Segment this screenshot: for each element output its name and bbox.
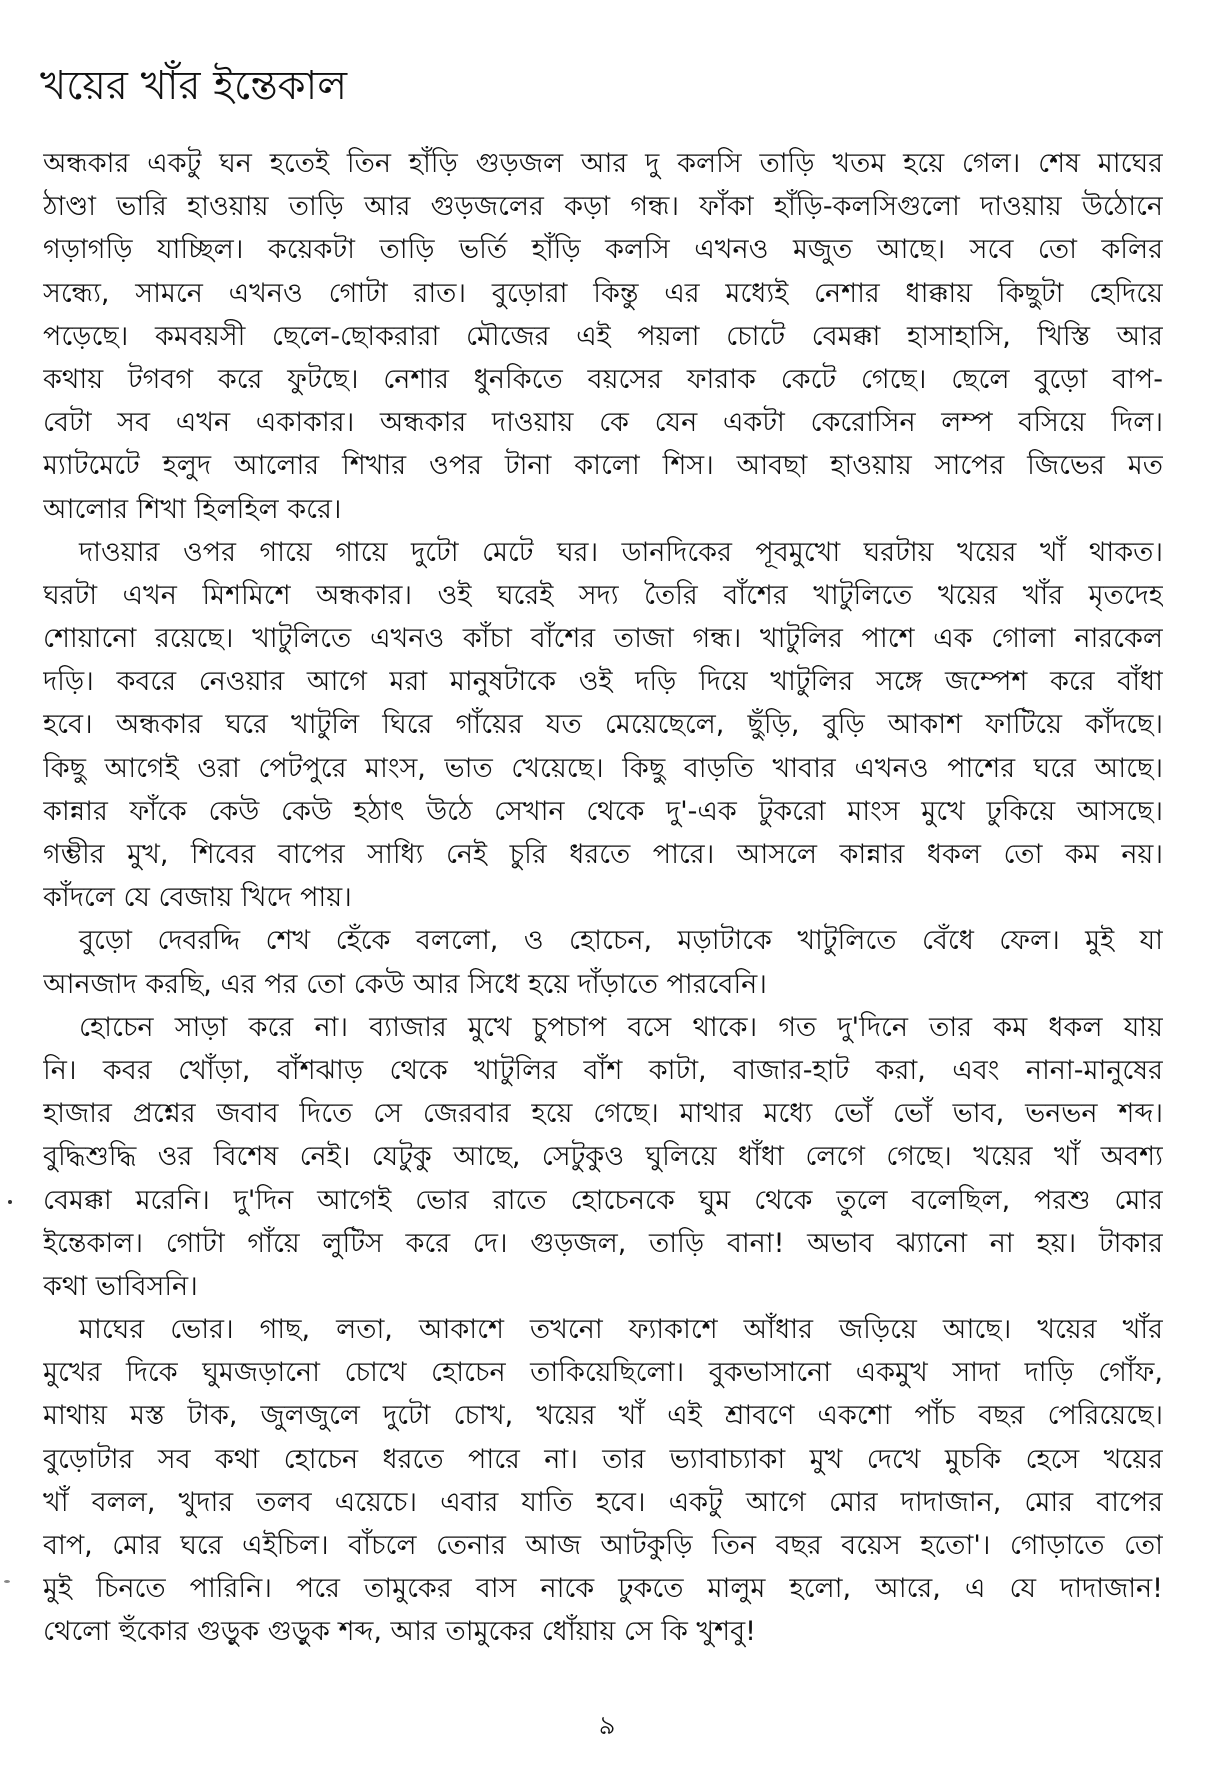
scan-speck [4,1580,10,1583]
text-line: মুই চিনতে পারিনি। পরে তামুকের বাস নাকে ঢুকতে মালুম হলো, আরে, এ যে দাদাজান! [43,1573,1163,1605]
text-line: বুড়োটার সব কথা হোচেন ধরতে পারে না। তার ভ্যাবাচ্যাকা মুখ দেখে মুচকি হেসে খয়ের [43,1443,1163,1475]
text-line: আলোর শিখা হিলহিল করে। [43,493,342,525]
paragraph [43,531,1163,920]
text-line: হাজার প্রশ্নের জবাব দিতে সে জেরবার হয়ে গেছে। মাথার মধ্যে ভোঁ ভোঁ ভাব, ভনভন শব্দ। [43,1098,1163,1130]
text-line: বুদ্ধিশুদ্ধি ওর বিশেষ নেই। যেটুকু আছে, সেটুকুও ঘুলিয়ে ধাঁধা লেগে গেছে। খয়ের খাঁ অবশ্য [43,1141,1163,1173]
paragraph [43,919,1163,1005]
text-line: কান্নার ফাঁকে কেউ কেউ হঠাৎ উঠে সেখান থেকে দু'-এক টুকরো মাংস মুখে ঢুকিয়ে আসছে। [43,795,1163,827]
text-line: নি। কবর খোঁড়া, বাঁশঝাড় থেকে খাটুলির বাঁশ কাটা, বাজার-হাট করা, এবং নানা-মানুষের [43,1054,1163,1086]
text-line: থেলো হুঁকোর গুড়ুক গুড়ুক শব্দ, আর তামুকের ধোঁয়ায় সে কি খুশবু! [43,1616,756,1648]
text-line: মাথায় মস্ত টাক, জুলজুলে দুটো চোখ, খয়ের খাঁ এই শ্রাবণে একশো পাঁচ বছর পেরিয়েছে। [43,1400,1163,1432]
text-line: বেমক্কা মরেনি। দু'দিন আগেই ভোর রাতে হোচেনকে ঘুম থেকে তুলে বলেছিল, পরশু মোর [43,1184,1163,1216]
text-line: শোয়ানো রয়েছে। খাটুলিতে এখনও কাঁচা বাঁশের তাজা গন্ধ। খাটুলির পাশে এক গোলা নারকেল [43,623,1163,655]
text-line: সন্ধ্যে, সামনে এখনও গোটা রাত। বুড়োরা কিন্তু এর মধ্যেই নেশার ধাক্কায় কিছুটা হেদিয়ে [43,277,1163,309]
text-line: পড়েছে। কমবয়সী ছেলে-ছোকরারা মৌজের এই পয়লা চোটে বেমক্কা হাসাহাসি, খিস্তি আর [43,320,1163,352]
text-line: কিছু আগেই ওরা পেটপুরে মাংস, ভাত খেয়েছে। কিছু বাড়তি খাবার এখনও পাশের ঘরে আছে। [43,752,1163,784]
text-line: গড়াগড়ি যাচ্ছিল। কয়েকটা তাড়ি ভর্তি হাঁড়ি কলসি এখনও মজুত আছে। সবে তো কলির [43,234,1163,266]
text-line: অন্ধকার একটু ঘন হতেই তিন হাঁড়ি গুড়জল আর দু কলসি তাড়ি খতম হয়ে গেল। শেষ মাঘের [43,148,1163,179]
text-line: দাওয়ার ওপর গায়ে গায়ে দুটো মেটে ঘর। ডানদিকের পূবমুখো ঘরটায় খয়ের খাঁ থাকত। [79,536,1163,568]
text-line: কাঁদলে যে বেজায় খিদে পায়। [43,882,352,914]
text-line: ম্যাটমেটে হলুদ আলোর শিখার ওপর টানা কালো শিস। আবছা হাওয়ায় সাপের জিভের মত [43,450,1163,482]
text-line: ইন্তেকাল। গোটা গাঁয়ে লুটিস করে দে। গুড়জল, তাড়ি বানা! অভাব ঝ্যানো না হয়। টাকার [43,1227,1163,1259]
text-line: হবে। অন্ধকার ঘরে খাটুলি ঘিরে গাঁয়ের যত মেয়েছেলে, ছুঁড়ি, বুড়ি আকাশ ফাটিয়ে কাঁদছে। [43,709,1163,741]
document-body [43,142,1163,1654]
paragraph [43,142,1163,531]
text-line: ঘরটা এখন মিশমিশে অন্ধকার। ওই ঘরেই সদ্য তৈরি বাঁশের খাটুলিতে খয়ের খাঁর মৃতদেহ [43,579,1163,611]
scan-speck [8,1200,12,1204]
text-line: আনজাদ করছি, এর পর তো কেউ আর সিধে হয়ে দাঁড়াতে পারবেনি। [43,968,767,1000]
text-line: কথা ভাবিসনি। [43,1270,198,1302]
paragraph [43,1006,1163,1308]
text-line: দড়ি। কবরে নেওয়ার আগে মরা মানুষটাকে ওই দড়ি দিয়ে খাটুলির সঙ্গে জম্পেশ করে বাঁধা [43,666,1163,698]
text-line: মাঘের ভোর। গাছ, লতা, আকাশে তখনো ফ্যাকাশে আঁধার জড়িয়ে আছে। খয়ের খাঁর [79,1314,1163,1346]
text-line: হোচেন সাড়া করে না। ব্যাজার মুখে চুপচাপ বসে থাকে। গত দু'দিনে তার কম ধকল যায় [79,1011,1163,1043]
page-title: খয়ের খাঁর ইন্তেকাল [40,63,348,109]
text-line: ঠাণ্ডা ভারি হাওয়ায় তাড়ি আর গুড়জলের কড়া গন্ধ। ফাঁকা হাঁড়ি-কলসিগুলো দাওয়ায় উঠোনে [43,191,1163,223]
text-line: বেটা সব এখন একাকার। অন্ধকার দাওয়ায় কে যেন একটা কেরোসিন লম্প বসিয়ে দিল। [43,407,1163,439]
paragraph [43,1308,1163,1654]
text-line: গম্ভীর মুখ, শিবের বাপের সাধ্যি নেই চুরি ধরতে পারে। আসলে কান্নার ধকল তো কম নয়। [43,839,1163,870]
page-number: ৯ [598,1711,616,1741]
text-line: বাপ, মোর ঘরে এইচিল। বাঁচলে তেনার আজ আটকুড়ি তিন বছর বয়েস হতো'। গোড়াতে তো [43,1530,1163,1561]
text-line: বুড়ো দেবরদ্দি শেখ হেঁকে বললো, ও হোচেন, মড়াটাকে খাটুলিতে বেঁধে ফেল। মুই যা [79,925,1163,957]
text-line: খাঁ বলল, খুদার তলব এয়েচে। এবার যাতি হবে। একটু আগে মোর দাদাজান, মোর বাপের [43,1486,1163,1518]
text-line: মুখের দিকে ঘুমজড়ানো চোখে হোচেন তাকিয়েছিলো। বুকভাসানো একমুখ সাদা দাড়ি গোঁফ, [43,1357,1163,1389]
text-line: কথায় টগবগ করে ফুটছে। নেশার ধুনকিতে বয়সের ফারাক কেটে গেছে। ছেলে বুড়ো বাপ- [43,363,1163,395]
